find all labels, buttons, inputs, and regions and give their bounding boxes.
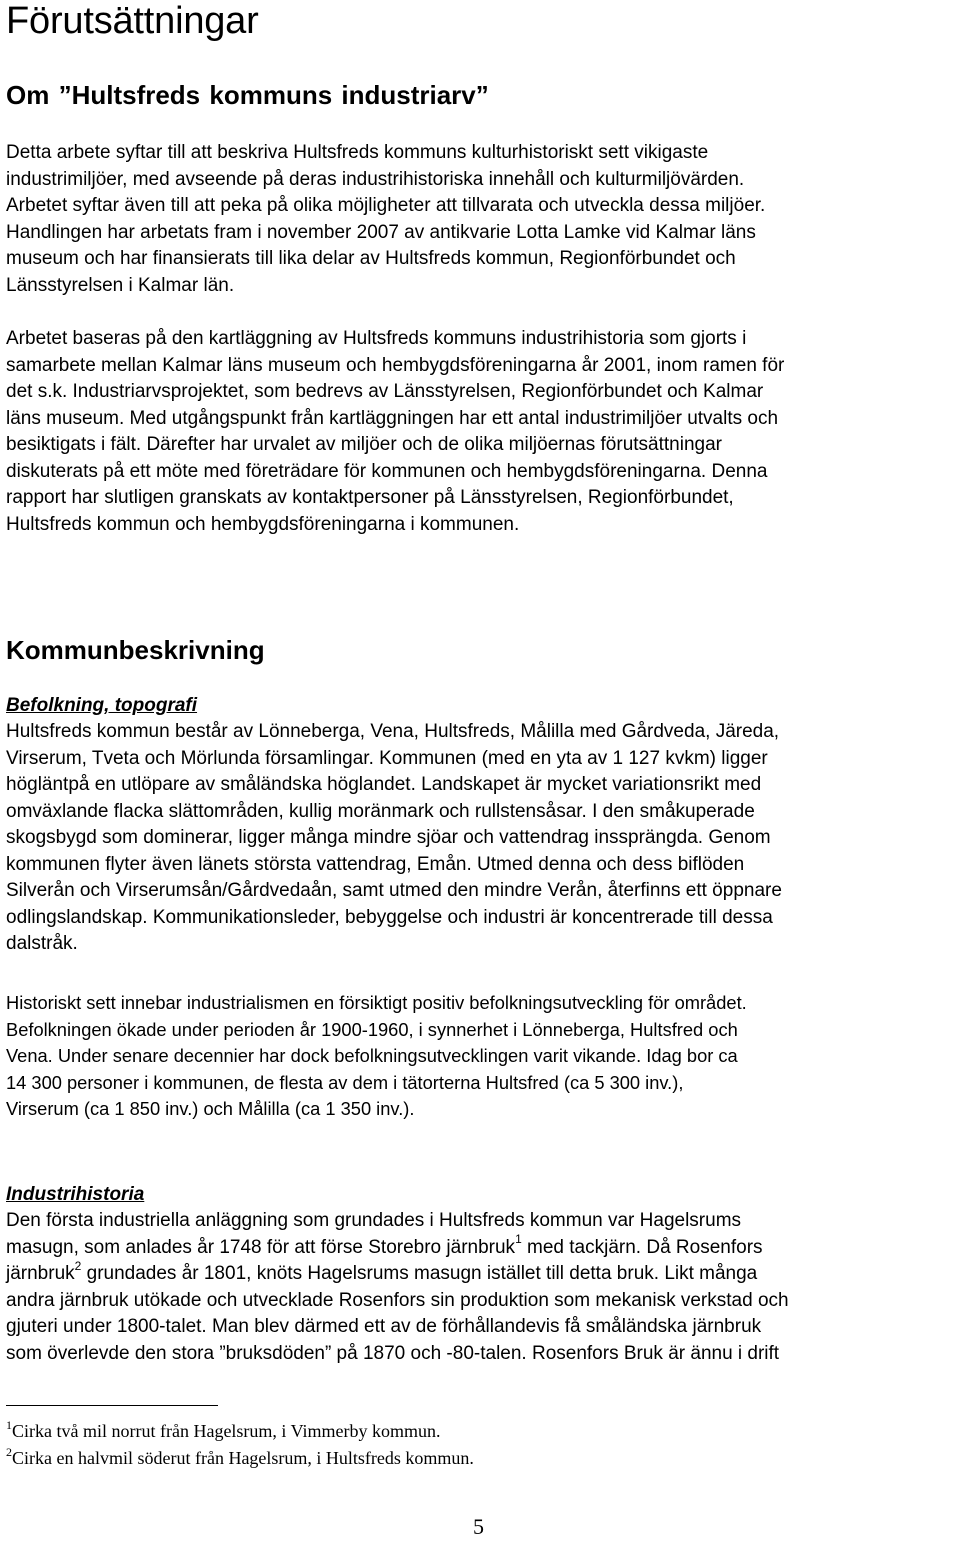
industry-text: grundades år 1801, knöts Hagelsrums masugn istället till detta bruk. Likt många [81,1263,758,1284]
method-line: samarbete mellan Kalmar läns museum och hembygdsföreningarna år 2001, inom ramen för [6,354,785,376]
population-line: skogsbygd som dominerar, ligger många mindre sjöar och vattendrag inssprängda. Genom [6,827,771,848]
population-paragraph [6,719,960,958]
method-line: Hultsfreds kommun och hembygdsföreningarna i kommunen. [6,513,520,535]
method-line: Arbetet baseras på den kartläggning av Hultsfreds kommuns industrihistoria som gjorts i [6,328,747,349]
population-line: odlingslandskap. Kommunikationsleder, bebyggelse och industri är koncentrerade till dessa [6,906,773,928]
method-line: det s.k. Industriarvsprojektet, som bedrevs av Länsstyrelsen, Regionförbundet och Kalmar [6,381,764,402]
footnote-text: Cirka två mil norrut från Hagelsrum, i Vimmerby kommun. [12,1421,441,1441]
footnote-divider [6,1405,218,1406]
population-line: dalstråk. [6,933,78,954]
intro-line: Länsstyrelsen i Kalmar län. [6,274,235,296]
industry-paragraph [6,1208,960,1367]
page-title: Förutsättningar [6,0,259,42]
section-heading: Kommunbeskrivning [6,635,265,665]
industry-line: gjuteri under 1800-talet. Man blev därmed ett av de förhållandevis få småländska järnbruk [6,1316,762,1337]
industry-line [6,1232,960,1262]
footnote-text: Cirka en halvmil söderut från Hagelsrum, i Hultsfreds kommun. [12,1448,474,1468]
method-line: rapport har slutligen granskats av kontaktpersoner på Länsstyrelsen, Regionförbundet, [6,487,734,508]
history-line: Vena. Under senare decennier har dock befolkningsutvecklingen varit vikande. Idag bor ca [6,1045,738,1066]
intro-line: Handlingen har arbetats fram i november 2007 av antikvarie Lotta Lamke vid Kalmar läns [6,221,756,243]
population-line: Silverån och Virserumsån/Gårdvedaån, samt utmed den mindre Verån, återfinns ett öppnare [6,880,782,901]
industry-line: Den första industriella anläggning som grundades i Hultsfreds kommun var Hagelsrums [6,1210,742,1231]
population-line: högläntpå en utlöpare av småländska höglandet. Landskapet är mycket variationsrikt med [6,774,762,795]
footnote-ref[interactable]: 1 [515,1232,522,1247]
history-line: Befolkningen ökade under perioden år 1900-1960, i synnerhet i Lönneberga, Hultsfred och [6,1018,738,1040]
industry-text: järnbruk [6,1263,75,1284]
footnote-ref[interactable]: 2 [74,1258,82,1273]
footnote [6,1447,474,1469]
intro-line: industrimiljöer, med avseende på deras industrihistoriska innehåll och kulturmiljövärden. [6,168,745,190]
industry-line [6,1258,960,1288]
footnote [6,1420,441,1442]
history-line: Virserum (ca 1 850 inv.) och Målilla (ca 1 350 inv.). [6,1098,415,1119]
history-line: 14 300 personer i kommunen, de flesta av dem i tätorterna Hultsfred (ca 5 300 inv.), [6,1071,684,1093]
population-heading: Befolkning, topografi [6,695,198,716]
population-line: omväxlande flacka slättområden, kullig moränmark och rullstensåsar. I den småkuperade [6,800,755,822]
population-line: kommunen flyter även länets största vattendrag, Emån. Utmed denna och dess biflöden [6,853,745,875]
intro-line: Detta arbete syftar till att beskriva Hultsfreds kommuns kulturhistoriskt sett vikigaste [6,142,709,163]
footnote-number: 2 [6,1445,12,1459]
population-line: Virserum, Tveta och Mörlunda församlingar. Kommunen (med en yta av 1 127 kvkm) ligger [6,747,768,769]
method-line: läns museum. Med utgångspunkt från kartläggningen har ett antal industrimiljöer utvalts och [6,407,779,429]
industry-heading: Industrihistoria [6,1184,145,1205]
industry-line: andra järnbruk utökade och utvecklade Rosenfors sin produktion som mekanisk verkstad och [6,1289,789,1311]
intro-line: Arbetet syftar även till att peka på olika möjligheter att tillvarata och utveckla dessa miljöer. [6,195,766,216]
subtitle: Om ”Hultsfreds kommuns industriarv” [6,80,489,110]
industry-line: som överlevde den stora ”bruksdöden” på 1870 och -80-talen. Rosenfors Bruk är ännu i drift [6,1342,780,1364]
industry-text: masugn, som anlades år 1748 för att förse Storebro järnbruk [6,1236,516,1258]
method-line: diskuterats på ett möte med företrädare för kommunen och hembygdsföreningarna. Denna [6,460,768,482]
method-line: besiktigats i fält. Därefter har urvalet av miljöer och de olika miljöernas förutsättningar [6,434,722,455]
intro-paragraph [6,140,960,299]
intro-line: museum och har finansierats till lika delar av Hultsfreds kommun, Regionförbundet och [6,248,736,269]
industry-text: med tackjärn. Då Rosenfors [521,1236,763,1258]
history-paragraph [6,990,960,1123]
history-line: Historiskt sett innebar industrialismen en försiktigt positiv befolkningsutveckling för området. [6,992,747,1013]
footnote-number: 1 [6,1418,12,1432]
page-number: 5 [473,1514,484,1539]
method-paragraph [6,326,960,538]
population-line: Hultsfreds kommun består av Lönneberga, Vena, Hultsfreds, Målilla med Gårdveda, Järeda, [6,721,780,742]
